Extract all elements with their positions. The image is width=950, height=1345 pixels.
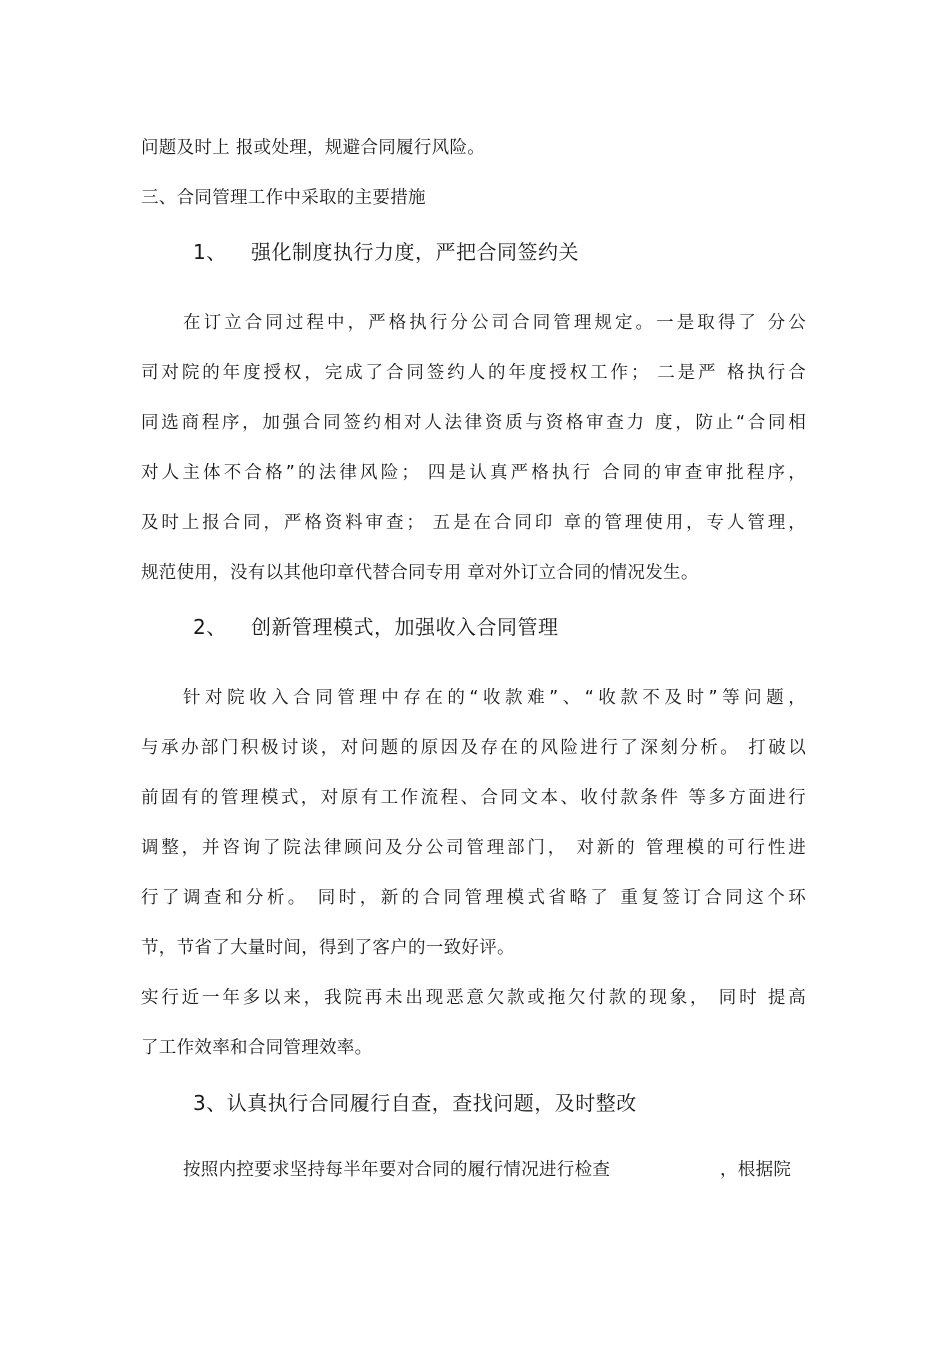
subsection-1-line-3: 同选商程序，加强合同签约相对人法律资质与资格审查力 度，防止“合同相: [141, 413, 806, 433]
section-title: 三、合同管理工作中采取的主要措施: [141, 188, 426, 208]
subsection-3-line-2: ，根据院: [720, 1160, 792, 1180]
intro-line: 问题及时上 报或处理，规避合同履行风险。: [141, 138, 486, 158]
subsection-3-heading: [193, 1089, 637, 1117]
subsection-2-line-4: 调整，并咨询了院法律顾问及分公司管理部门， 对新的 管理模的可行性进: [141, 838, 806, 858]
subsection-1-number: 1、: [193, 240, 227, 264]
subsection-1-line-1: 在订立合同过程中，严格执行分公司合同管理规定。一是取得了 分公: [183, 313, 806, 333]
subsection-3-title: 认真执行合同履行自查，查找问题，及时整改: [226, 1091, 637, 1115]
subsection-2-line-3: 前固有的管理模式，对原有工作流程、合同文本、收付款条件 等多方面进行: [141, 788, 806, 808]
subsection-1-line-6: 规范使用，没有以其他印章代替合同专用 章对外订立合同的情况发生。: [141, 563, 699, 583]
subsection-2-line-6: 节，节省了大量时间，得到了客户的一致好评。: [141, 938, 515, 958]
subsection-2-heading: [193, 613, 559, 641]
subsection-2-line-2: 与承办部门积极讨谈，对问题的原因及存在的风险进行了深刻分析。 打破以: [141, 738, 806, 758]
subsection-2-number: 2、: [193, 615, 227, 639]
subsection-2-title: 创新管理模式，加强收入合同管理: [251, 615, 559, 639]
subsection-1-heading: [193, 238, 579, 266]
subsection-2-line-5: 行了调查和分析。 同时，新的合同管理模式省略了 重复签订合同这个环: [141, 888, 806, 908]
subsection-2-line-8: 了工作效率和合同管理效率。: [141, 1038, 373, 1058]
subsection-2-line-1: 针对院收入合同管理中存在的“收款难”、“收款不及时”等问题，: [183, 688, 806, 708]
subsection-3-line-1: 按照内控要求坚持每半年要对合同的履行情况进行检查: [183, 1160, 611, 1180]
subsection-1-line-2: 司对院的年度授权，完成了合同签约人的年度授权工作； 二是严 格执行合: [141, 363, 806, 383]
subsection-2-line-7: 实行近一年多以来，我院再未出现恶意欠款或拖欠付款的现象， 同时 提高: [141, 988, 806, 1008]
subsection-1-title: 强化制度执行力度，严把合同签约关: [251, 240, 579, 264]
subsection-3-number: 3、: [193, 1091, 227, 1115]
subsection-1-line-4: 对人主体不合格”的法律风险； 四是认真严格执行 合同的审查审批程序，: [141, 463, 806, 483]
subsection-1-line-5: 及时上报合同，严格资料审查； 五是在合同印 章的管理使用，专人管理，: [141, 513, 806, 533]
